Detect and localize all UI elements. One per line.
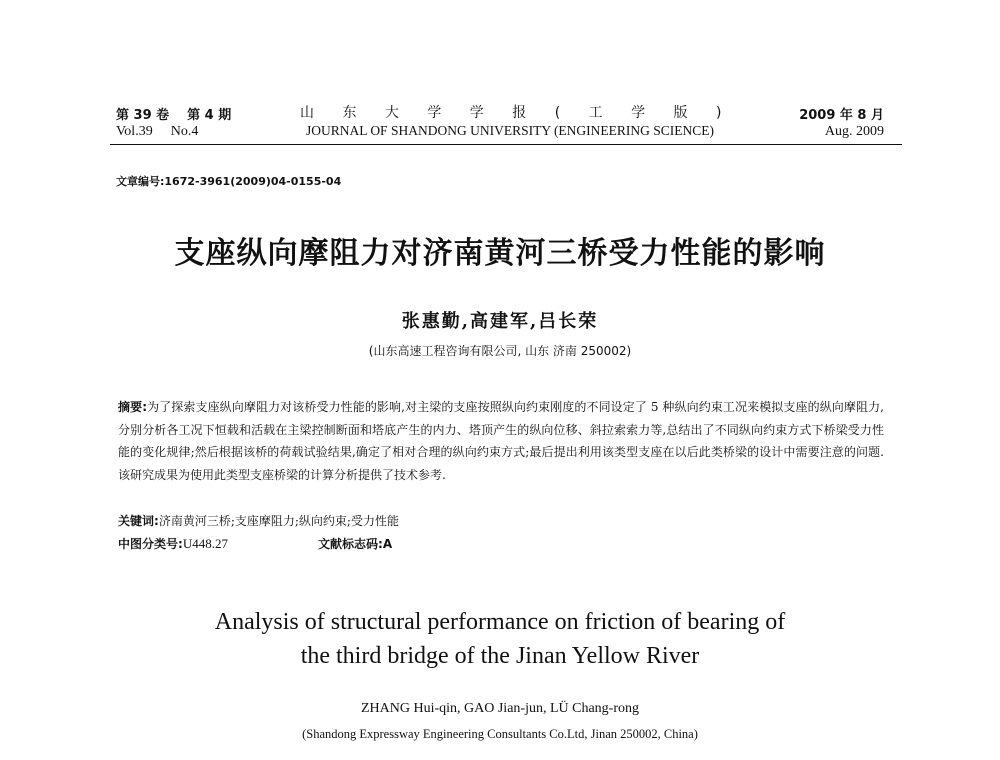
abstract: [118, 396, 884, 486]
doc-code-value: A: [382, 537, 393, 551]
issue-en: No.4: [170, 124, 199, 139]
journal-name-en: JOURNAL OF SHANDONG UNIVERSITY (ENGINEERING SCIENCE): [305, 123, 715, 138]
affiliation-cn: (山东高速工程咨询有限公司, 山东 济南 250002): [368, 344, 632, 358]
paper-title-en-line2: the third bridge of the Jinan Yellow River: [300, 643, 700, 669]
volume-en: Vol.39: [116, 124, 153, 139]
issue-date-en: Aug. 2009: [824, 124, 884, 139]
article-number: [116, 173, 341, 189]
paper-title-en: [100, 605, 900, 673]
abstract-label: 摘要:: [118, 400, 147, 414]
authors-en: ZHANG Hui-qin, GAO Jian-jun, LÜ Chang-rong: [360, 701, 640, 716]
keywords-text: 济南黄河三桥;支座摩阻力;纵向约束;受力性能: [158, 514, 399, 528]
header-rule: [110, 144, 902, 145]
doc-code-label: 文献标志码:: [318, 537, 383, 551]
clc-number: [118, 535, 228, 552]
issue-date-cn: 2009 年 8 月: [799, 108, 884, 123]
paper-title-en-line1: Analysis of structural performance on friction of bearing of: [214, 609, 786, 635]
clc-label: 中图分类号:: [118, 537, 183, 551]
authors-cn: 张惠勤,高建军,吕长荣: [401, 311, 599, 332]
abstract-text: 为了探索支座纵向摩阻力对该桥受力性能的影响,对主梁的支座按照纵向约束刚度的不同设定了 5 种纵向约束工况来模拟支座的纵向摩阻力,分别分析各工况下恒载和活载在主梁控制断面和塔底产生的内力、塔顶产生的纵向位移、斜拉索索力等,总结出了不同纵向约束方式下桥梁受力性能的变化规律;然后根据该桥的荷载试验结果,确定了相对合理的纵向约束方式;最后提出利用该类型支座在以后此类桥梁的设计中需要注意的问题.该研究成果为使用此类型支座桥梁的计算分析提供了技术参考.: [118, 400, 884, 482]
article-number-label: 文章编号:: [116, 175, 165, 188]
paper-title-cn: 支座纵向摩阻力对济南黄河三桥受力性能的影响: [174, 236, 826, 271]
issue-cn: 第 4 期: [187, 108, 232, 123]
volume-cn: 第 39 卷: [116, 108, 170, 123]
document-code: [318, 535, 392, 552]
journal-name-cn: 山 东 大 学 学 报 ( 工 学 版 ): [300, 105, 734, 121]
keywords-label: 关键词:: [118, 514, 159, 528]
header-volume-issue-cn: [116, 104, 231, 123]
clc-value: U448.27: [182, 536, 228, 551]
article-number-value: 1672-3961(2009)04-0155-04: [164, 175, 342, 188]
header-volume-issue-en: [116, 124, 198, 140]
affiliation-en: (Shandong Expressway Engineering Consultants Co.Ltd, Jinan 250002, China): [302, 727, 698, 741]
keywords: [118, 512, 399, 529]
